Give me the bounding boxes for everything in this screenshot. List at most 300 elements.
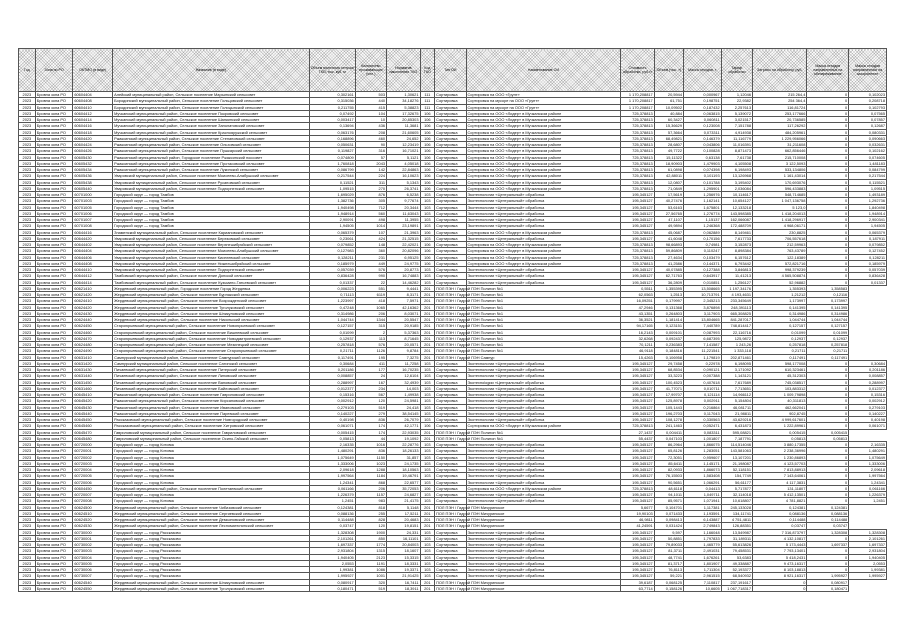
cell-c13[interactable]: 0,083311 [684, 429, 722, 435]
cell-c11[interactable]: 36,3521 [621, 317, 654, 323]
cell-c11[interactable]: 195,345127 [621, 204, 654, 210]
cell-c15[interactable]: 548,714685 [753, 192, 807, 198]
cell-c16[interactable]: 0 [807, 254, 849, 260]
cell-c14[interactable]: 154,7749 [721, 473, 752, 479]
cell-c9[interactable]: Сортировка [435, 267, 466, 273]
cell-c6[interactable]: 1065 [355, 304, 386, 310]
cell-c8[interactable]: 103 [420, 529, 435, 535]
cell-district[interactable]: Бровна зона РО [35, 385, 73, 391]
cell-c11[interactable]: 63,7714 [621, 585, 654, 591]
cell-c13[interactable]: 1,465779 [684, 542, 722, 548]
column-header-c6[interactable]: Количество проживающих (чел.) [355, 49, 386, 92]
cell-district[interactable]: Бровна зона РО [35, 304, 73, 310]
cell-c16[interactable]: 0 [807, 235, 849, 241]
column-header-name[interactable]: Название (в виде) [113, 49, 310, 92]
cell-c12[interactable]: 0,179997 [654, 298, 683, 304]
cell-c13[interactable]: 0,63138 [684, 154, 722, 160]
cell-c14[interactable]: 4 751,4811 [721, 517, 752, 523]
cell-operator[interactable]: Сортировка на ООО «Лидер» в Мучкапском районе [466, 229, 621, 235]
cell-name[interactable]: Жердевский муниципальный район, Сельское поселение Никольский сельсовет [113, 317, 310, 323]
cell-c5[interactable]: 0,063176 [309, 129, 355, 135]
cell-c11[interactable]: 725,378813 [621, 117, 654, 123]
cell-c6[interactable]: 576 [355, 342, 386, 348]
cell-c5[interactable]: 1,94505 [309, 223, 355, 229]
cell-oktmo[interactable]: 60644406 [73, 254, 113, 260]
cell-name[interactable]: Жердевский муниципальный район, Сельское поселение Лесноматюнинский сельсовет [113, 523, 310, 529]
cell-c16[interactable]: 0 [807, 404, 849, 410]
cell-c16[interactable]: 0 [807, 229, 849, 235]
cell-oktmo[interactable]: 60720002 [73, 454, 113, 460]
cell-c5[interactable]: 0,185979 [309, 260, 355, 266]
cell-c17[interactable]: 2,931804 [849, 548, 887, 554]
cell-c17[interactable]: 0,128211 [849, 254, 887, 260]
cell-c16[interactable]: 0 [807, 492, 849, 498]
cell-c5[interactable]: 0,201186 [309, 367, 355, 373]
cell-c6[interactable]: 836 [355, 417, 386, 423]
cell-c9[interactable]: Сортировка [435, 273, 466, 279]
cell-c12[interactable]: 65,8126 [654, 448, 683, 454]
cell-c5[interactable]: 1,940405 [309, 554, 355, 560]
cell-c6[interactable]: 57 [355, 154, 386, 160]
cell-c11[interactable]: 195,345127 [621, 535, 654, 541]
cell-c9[interactable]: Сортировка [435, 129, 466, 135]
cell-name[interactable]: Городской округ — город Котовск [113, 442, 310, 448]
cell-c8[interactable]: 103 [420, 392, 435, 398]
cell-c6[interactable]: 174 [355, 429, 386, 435]
cell-c15[interactable]: 212,59963 [753, 242, 807, 248]
cell-district[interactable]: Бровна зона РО [35, 117, 73, 123]
cell-c14[interactable]: 52,118151 [721, 467, 752, 473]
cell-c9[interactable]: Сортировка [435, 467, 466, 473]
cell-oktmo[interactable]: 60605430 [73, 154, 113, 160]
cell-c9[interactable]: Сортировка [435, 542, 466, 548]
cell-c5[interactable]: 1,044744 [309, 317, 355, 323]
cell-c13[interactable]: 13,508665 [684, 285, 722, 291]
cell-c14[interactable]: 13,107201 [721, 454, 752, 460]
cell-name[interactable]: Уваровский муниципальный район, Сельское поселение Нижнешибряйский сельсовет [113, 260, 310, 266]
cell-name[interactable]: Сампурский муниципальный район, Сельское поселение Сатинский сельсовет [113, 360, 310, 366]
cell-c16[interactable]: 0,180471 [807, 585, 849, 591]
cell-year[interactable]: 2023 [19, 304, 36, 310]
cell-district[interactable]: Бровна зона РО [35, 173, 73, 179]
cell-c12[interactable]: 0,184816 [654, 348, 683, 354]
cell-c5[interactable]: 0,114488 [309, 517, 355, 523]
cell-c14[interactable]: 4,105508 [721, 160, 752, 166]
cell-c13[interactable]: 11,221541 [684, 348, 722, 354]
cell-c16[interactable]: 0 [807, 373, 849, 379]
cell-c12[interactable]: 27,4634 [654, 254, 683, 260]
cell-year[interactable]: 2023 [19, 404, 36, 410]
cell-c14[interactable]: 245,133028 [721, 504, 752, 510]
cell-c15[interactable]: 0,03747 [753, 523, 807, 529]
cell-district[interactable]: Бровна зона РО [35, 510, 73, 516]
cell-c15[interactable]: 253,177666 [753, 110, 807, 116]
cell-c17[interactable]: 1,995927 [849, 573, 887, 579]
cell-c13[interactable]: 7,141587 [684, 342, 722, 348]
cell-c16[interactable]: 0,05813 [807, 435, 849, 441]
cell-c9[interactable]: Сортировка [435, 554, 466, 560]
cell-c17[interactable]: 0,217544 [849, 173, 887, 179]
cell-year[interactable]: 2023 [19, 310, 36, 316]
cell-c8[interactable]: 106 [420, 167, 435, 173]
cell-c6[interactable]: 436 [355, 123, 386, 129]
cell-c12[interactable]: 0,031424 [654, 523, 683, 529]
cell-c9[interactable]: ПОЛ ПЭН / Гидрой ПЭН Мичуринское [436, 510, 505, 516]
cell-oktmo[interactable]: 60644416 [73, 229, 113, 235]
cell-c6[interactable]: 2043 [355, 160, 386, 166]
cell-oktmo[interactable]: 60701005 [73, 204, 113, 210]
cell-year[interactable]: 2023 [19, 560, 36, 566]
cell-c15[interactable]: 254 364,4 [753, 98, 807, 104]
cell-c14[interactable]: 143,598385 [721, 210, 752, 216]
cell-c14[interactable]: 233,345649 [721, 298, 752, 304]
cell-c11[interactable]: 725,378813 [621, 154, 654, 160]
cell-c7[interactable]: 18,10563 [387, 467, 420, 473]
cell-c12[interactable]: 62,71763 [654, 273, 683, 279]
cell-c14[interactable]: 21,98811 [721, 410, 752, 416]
cell-c16[interactable]: 0 [807, 179, 849, 185]
cell-c9[interactable]: Сортировка [435, 260, 466, 266]
cell-c11[interactable]: 195,345127 [621, 404, 654, 410]
cell-operator[interactable]: Экотехнологии «Центральный» обработка [466, 460, 621, 466]
cell-oktmo[interactable]: 60644402 [73, 242, 113, 248]
cell-c11[interactable]: 195,345127 [621, 554, 654, 560]
cell-name[interactable]: Ржаксинский муниципальный район, Сельское поселение Лукинский сельсовет [113, 167, 310, 173]
cell-c13[interactable]: 1,117381 [684, 504, 722, 510]
cell-c13[interactable]: 0,407618 [684, 379, 722, 385]
column-header-c14[interactable]: Тариф обработки [721, 49, 752, 92]
cell-c17[interactable]: 0,07857 [849, 117, 887, 123]
cell-c14[interactable]: 1 333,118 [721, 348, 752, 354]
cell-c11[interactable]: 16,09251 [621, 298, 654, 304]
cell-c17[interactable]: 1,480291 [849, 448, 887, 454]
cell-c8[interactable]: 106 [420, 154, 435, 160]
cell-c7[interactable]: 21,3963 [387, 229, 420, 235]
cell-district[interactable]: Бровна зона РО [35, 335, 73, 341]
cell-c6[interactable]: 519 [355, 404, 386, 410]
cell-c15[interactable]: 0,01099 [753, 329, 807, 335]
cell-name[interactable]: Жердевский муниципальный район, Сельское поселение Шпикуловский сельсовет [113, 310, 310, 316]
cell-c11[interactable]: 195,345127 [621, 217, 654, 223]
cell-c8[interactable]: 103 [420, 223, 435, 229]
cell-c7[interactable]: 24,331 [387, 529, 420, 535]
cell-name[interactable]: Ржаксинский муниципальный район, Сельское поселение Ивановский сельсовет [113, 404, 310, 410]
cell-c12[interactable]: 57,3664 [654, 129, 683, 135]
cell-district[interactable]: Бровна зона РО [35, 373, 73, 379]
cell-oktmo[interactable]: 60644410 [73, 267, 113, 273]
cell-c12[interactable]: 85,6411 [654, 460, 683, 466]
cell-c13[interactable]: 0,123008 [684, 123, 722, 129]
cell-name[interactable]: Пичаевский муниципальный район, Сельское поселение Питерский сельсовет [113, 367, 310, 373]
cell-district[interactable]: Бровна зона РО [35, 548, 73, 554]
cell-c5[interactable]: 1,940498 [309, 204, 355, 210]
cell-c9[interactable]: Сортировка [435, 279, 466, 285]
cell-district[interactable]: Бровна зона РО [35, 298, 73, 304]
cell-c7[interactable]: 12,23419 [387, 142, 420, 148]
cell-operator[interactable]: Экотехнологии «Центральный» обработка [466, 535, 621, 541]
cell-operator[interactable]: Экотехнологии «Центральный» обработка [466, 373, 621, 379]
cell-c13[interactable]: 0,330563 [684, 417, 722, 423]
cell-name[interactable]: Жердевский муниципальный район, Сельское поселение Сергиевский сельсовет [113, 510, 310, 516]
cell-c9[interactable]: Сортировка [435, 198, 466, 204]
cell-oktmo[interactable]: 60624470 [73, 335, 113, 341]
cell-c9[interactable]: ПОЛ ПЭН / Гидрой ПЭН Мичуринское [436, 517, 505, 523]
cell-c12[interactable]: 48,6118 [654, 485, 683, 491]
cell-c12[interactable]: 28,6807 [654, 142, 683, 148]
cell-c5[interactable]: 0,314986 [309, 310, 355, 316]
cell-c6[interactable]: 24 [355, 373, 386, 379]
cell-c11[interactable]: 725,378813 [621, 242, 654, 248]
cell-c15[interactable]: 170,693076 [753, 179, 807, 185]
cell-c16[interactable]: 0 [807, 92, 849, 98]
cell-year[interactable]: 2023 [19, 410, 36, 416]
cell-c11[interactable]: 1 170,208817 [621, 92, 654, 98]
cell-c7[interactable]: 22,93035 [387, 429, 420, 435]
cell-c7[interactable]: 8,3171 [387, 292, 420, 298]
cell-c8[interactable]: 103 [420, 273, 435, 279]
cell-oktmo[interactable]: 60631410 [73, 354, 113, 360]
cell-c11[interactable]: 27,1437 [621, 429, 654, 435]
cell-oktmo[interactable]: 60624410 [73, 298, 113, 304]
cell-year[interactable]: 2023 [19, 523, 36, 529]
cell-c8[interactable]: 103 [420, 473, 435, 479]
cell-c15[interactable]: 5 123,0 [753, 204, 807, 210]
cell-oktmo[interactable]: 60605434 [73, 167, 113, 173]
cell-c15[interactable]: 0,314986 [753, 310, 807, 316]
cell-c6[interactable]: 270 [355, 185, 386, 191]
cell-c7[interactable]: 16,7411 [387, 579, 420, 585]
cell-oktmo[interactable]: 60720004 [73, 467, 113, 473]
cell-name[interactable]: Уваровский муниципальный район, Сельское поселение Верхнешибряйский сельсовет [113, 242, 310, 248]
cell-c13[interactable]: 0,073311 [684, 129, 722, 135]
cell-c13[interactable]: 0,216864 [684, 404, 722, 410]
cell-c17[interactable]: 1,075649 [849, 454, 887, 460]
cell-district[interactable]: Бровна зона РО [35, 167, 73, 173]
cell-c7[interactable]: 4,05018 [387, 160, 420, 166]
column-header-c8[interactable]: Код ТКО [420, 49, 435, 92]
cell-c8[interactable]: 103 [420, 479, 435, 485]
cell-c5[interactable]: 0,21711 [309, 348, 355, 354]
cell-c6[interactable]: 1001 [355, 573, 386, 579]
cell-year[interactable]: 2023 [19, 298, 36, 304]
cell-c5[interactable]: 0,065379 [309, 229, 355, 235]
cell-district[interactable]: Бровна зона РО [35, 204, 73, 210]
cell-c8[interactable]: 103 [420, 235, 435, 241]
cell-c13[interactable]: 1,071941 [684, 498, 722, 504]
cell-c9[interactable]: Сортировка [435, 148, 466, 154]
cell-c6[interactable]: 195 [355, 354, 386, 360]
cell-c11[interactable]: 725,378813 [621, 129, 654, 135]
cell-c13[interactable]: 1,15137 [684, 217, 722, 223]
cell-district[interactable]: Бровна зона РО [35, 148, 73, 154]
cell-year[interactable]: 2023 [19, 567, 36, 573]
cell-year[interactable]: 2023 [19, 285, 36, 291]
cell-year[interactable]: 2023 [19, 485, 36, 491]
cell-c8[interactable]: 103 [420, 367, 435, 373]
cell-c11[interactable]: 62,0563 [621, 292, 654, 298]
cell-c15[interactable]: 1 009,79898 [753, 392, 807, 398]
cell-c7[interactable]: 20,85303 [387, 117, 420, 123]
cell-year[interactable]: 2023 [19, 579, 36, 585]
cell-c14[interactable]: 5,717877 [721, 485, 752, 491]
cell-c9[interactable]: Сортировка [435, 379, 466, 385]
cell-operator[interactable]: Экотехнологии «Центральный» обработка [466, 542, 621, 548]
cell-oktmo[interactable]: 60604414 [73, 117, 113, 123]
cell-c15[interactable]: 0,127157 [753, 323, 807, 329]
cell-c5[interactable]: 0,061166 [309, 485, 355, 491]
cell-c6[interactable]: 424 [355, 235, 386, 241]
cell-c12[interactable]: 81,3717 [654, 560, 683, 566]
cell-c8[interactable]: 201 [420, 329, 435, 335]
cell-c5[interactable]: 0,074809 [309, 154, 355, 160]
cell-c17[interactable]: 0,079852 [849, 242, 887, 248]
cell-district[interactable]: Бровна зона РО [35, 179, 73, 185]
cell-name[interactable]: Городской округ — город Тамбов [113, 210, 310, 216]
cell-c5[interactable]: 0,315036 [309, 98, 355, 104]
cell-name[interactable]: Городской округ — город Рассказово [113, 567, 310, 573]
cell-year[interactable]: 2023 [19, 554, 36, 560]
cell-oktmo[interactable]: 60631420 [73, 360, 113, 366]
cell-c13[interactable]: 1,675801 [684, 204, 722, 210]
cell-c8[interactable]: 106 [420, 185, 435, 191]
cell-c16[interactable]: 0 [807, 110, 849, 116]
cell-c17[interactable]: 0,002912 [849, 398, 887, 404]
cell-c7[interactable]: 20,5547 [387, 317, 420, 323]
cell-c17[interactable]: 0,057039 [849, 267, 887, 273]
cell-c16[interactable]: 0,127157 [807, 323, 849, 329]
cell-c16[interactable]: 0 [807, 98, 849, 104]
cell-c8[interactable]: 103 [420, 267, 435, 273]
cell-c16[interactable]: 0 [807, 223, 849, 229]
cell-c7[interactable]: 16,70235 [387, 367, 420, 373]
cell-c11[interactable]: 94,17165 [621, 323, 654, 329]
cell-c6[interactable]: 22 [355, 279, 386, 285]
cell-c12[interactable]: 0,131368 [654, 304, 683, 310]
cell-c11[interactable]: 195,345127 [621, 367, 654, 373]
cell-c9[interactable]: Сортировка [435, 117, 466, 123]
cell-c7[interactable]: 19,1092 [387, 435, 420, 441]
cell-operator[interactable]: Экотехнологии «Центральный» обработка [466, 448, 621, 454]
cell-c12[interactable]: 82,0933 [654, 467, 683, 473]
cell-c7[interactable]: 8,03071 [387, 310, 420, 316]
cell-operator[interactable]: Экотехнологии «Центральный» обработка [466, 210, 621, 216]
cell-name[interactable]: Городской округ — город Рассказово [113, 554, 310, 560]
cell-c11[interactable]: 55,4437 [621, 435, 654, 441]
cell-oktmo[interactable]: 60645470 [73, 429, 113, 435]
cell-year[interactable]: 2023 [19, 517, 36, 523]
cell-c5[interactable]: 0,836428 [309, 273, 355, 279]
cell-c7[interactable]: 20,0571 [387, 342, 420, 348]
cell-c15[interactable]: 4 781,8821 [753, 498, 807, 504]
cell-c9[interactable]: Сортировка [435, 485, 466, 491]
cell-year[interactable]: 2023 [19, 173, 36, 179]
cell-c8[interactable]: 103 [420, 192, 435, 198]
cell-c16[interactable]: 0 [807, 498, 849, 504]
cell-year[interactable]: 2023 [19, 473, 36, 479]
cell-c9[interactable]: ПОЛ ПЭН / Гидрой ПЭН Полигон №1 [436, 292, 503, 298]
cell-operator[interactable]: Экотехнологии «Центральный» обработка [466, 479, 621, 485]
cell-c5[interactable]: 0,006223 [309, 285, 355, 291]
cell-c11[interactable]: 195,345127 [621, 198, 654, 204]
cell-c11[interactable]: 195,345127 [621, 567, 654, 573]
cell-operator[interactable]: Сортировка на ООО «Лидер» в Мучкапском районе [466, 179, 621, 185]
cell-c14[interactable]: 11,41213 [721, 273, 752, 279]
cell-year[interactable]: 2023 [19, 217, 36, 223]
cell-c15[interactable]: 598,177008 [753, 360, 807, 366]
cell-name[interactable]: Городской округ — город Тамбов [113, 198, 310, 204]
cell-c9[interactable]: Сортировка [435, 498, 466, 504]
cell-district[interactable]: Бровна зона РО [35, 454, 73, 460]
cell-c8[interactable]: 201 [420, 348, 435, 354]
cell-c6[interactable]: 360 [355, 248, 386, 254]
cell-c17[interactable]: 0,127452 [849, 248, 887, 254]
cell-year[interactable]: 2023 [19, 548, 36, 554]
cell-c7[interactable]: 19,46791 [387, 473, 420, 479]
cell-c17[interactable]: 0,074605 [849, 154, 887, 160]
cell-c7[interactable]: 11,63043 [387, 210, 420, 216]
cell-year[interactable]: 2023 [19, 398, 36, 404]
cell-operator[interactable]: Сортировка на ООО «Лидер» в Мучкапском районе [466, 123, 621, 129]
cell-c7[interactable]: 5,1148 [387, 504, 420, 510]
cell-operator[interactable]: Сортировка на ООО «Лидер» в Мучкапском районе [466, 129, 621, 135]
cell-c15[interactable]: 1 222,89961 [753, 423, 807, 429]
cell-district[interactable]: Бровна зона РО [35, 379, 73, 385]
cell-oktmo[interactable]: 60720000 [73, 442, 113, 448]
cell-c14[interactable]: 5,139072 [721, 110, 752, 116]
cell-c6[interactable]: 90 [355, 142, 386, 148]
cell-c15[interactable]: 215,710008 [753, 154, 807, 160]
cell-c14[interactable]: 2,257613 [721, 104, 752, 110]
cell-c11[interactable]: 195,345127 [621, 235, 654, 241]
cell-c12[interactable]: 0,092437 [654, 335, 683, 341]
cell-c7[interactable]: 26,3741 [387, 185, 420, 191]
cell-year[interactable]: 2023 [19, 279, 36, 285]
cell-c12[interactable]: 48,7741 [654, 554, 683, 560]
cell-c9[interactable]: Сортировка [435, 123, 466, 129]
cell-oktmo[interactable]: 60604408 [73, 98, 113, 104]
cell-oktmo[interactable]: 60645480 [73, 435, 113, 441]
cell-c7[interactable]: 21,91425 [387, 573, 420, 579]
cell-c5[interactable]: 0,086799 [309, 167, 355, 173]
cell-year[interactable]: 2023 [19, 342, 36, 348]
cell-c6[interactable]: 316 [355, 148, 386, 154]
cell-name[interactable]: Жердевский муниципальный район, Сельское поселение Демьяновский сельсовет [113, 517, 310, 523]
cell-c11[interactable]: 195,345127 [621, 398, 654, 404]
cell-c6[interactable]: 255 [355, 510, 386, 516]
cell-operator[interactable]: Экотехнологии «Центральный» обработка [466, 473, 621, 479]
cell-c9[interactable]: Сортировка [435, 167, 466, 173]
cell-c12[interactable]: 15,36629 [654, 123, 683, 129]
cell-c5[interactable]: 1,382736 [309, 198, 355, 204]
cell-name[interactable]: Городской округ — город Тамбов [113, 223, 310, 229]
cell-c9[interactable]: Сортировка [435, 529, 466, 535]
cell-year[interactable]: 2023 [19, 573, 36, 579]
cell-name[interactable]: Тамбовский муниципальный район, Сельское поселение Кузьмино-Гатьевский сельсовет [113, 279, 310, 285]
cell-c11[interactable]: 195,345127 [621, 467, 654, 473]
cell-c8[interactable]: 103 [420, 498, 435, 504]
cell-district[interactable]: Бровна зона РО [35, 523, 73, 529]
cell-c11[interactable]: 725,378813 [621, 248, 654, 254]
cell-c17[interactable]: 1,94505 [849, 223, 887, 229]
cell-c6[interactable]: 2123 [355, 554, 386, 560]
cell-c12[interactable]: 18,90903 [654, 160, 683, 166]
cell-c8[interactable]: 201 [420, 523, 435, 529]
cell-c5[interactable]: 0,005415 [309, 429, 355, 435]
cell-c16[interactable]: 0 [807, 410, 849, 416]
cell-c14[interactable]: 49,338887 [721, 560, 752, 566]
cell-c11[interactable]: 195,345127 [621, 410, 654, 416]
cell-c12[interactable]: 86,2964 [654, 442, 683, 448]
